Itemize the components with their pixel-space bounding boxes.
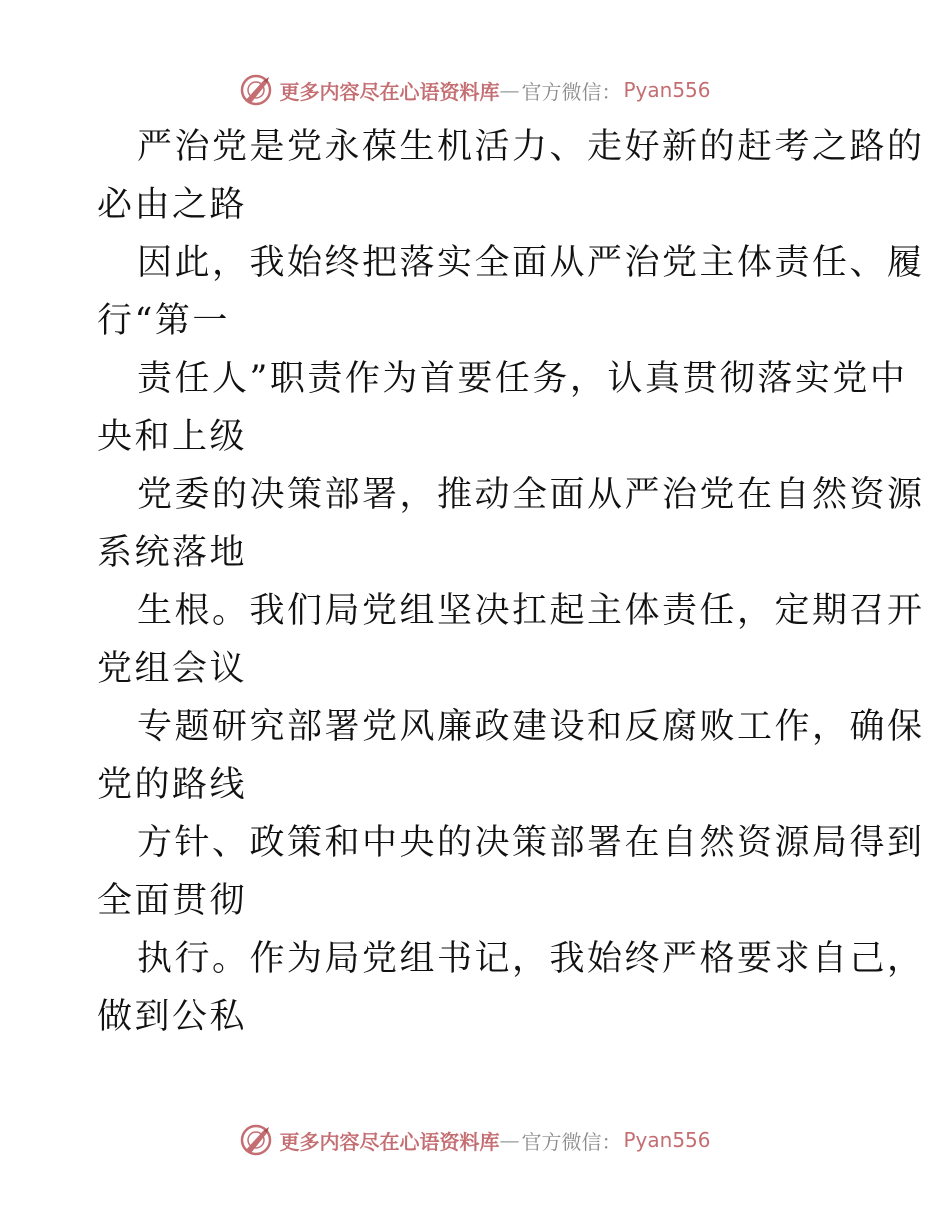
banner-separator: — <box>499 1128 520 1152</box>
text-line: 党组会议 <box>97 649 248 689</box>
text-line: 责任人”职责作为首要任务，认真贯彻落实党中 <box>137 359 908 399</box>
text-line: 全面贯彻 <box>97 881 248 921</box>
banner-wechat-id: Pyan556 <box>623 1128 711 1152</box>
text-line: 严治党是党永葆生机活力、走好新的赶考之路的 <box>137 127 925 167</box>
text-line: 党的路线 <box>97 765 248 805</box>
banner-wechat-id: Pyan556 <box>623 78 711 102</box>
banner-separator: — <box>499 78 520 102</box>
text-line: 必由之路 <box>97 185 248 225</box>
text-line: 系统落地 <box>97 533 248 573</box>
banner-main-text: 更多内容尽在心语资料库 <box>279 1129 500 1154</box>
text-line: 做到公私 <box>97 997 248 1037</box>
text-line: 专题研究部署党风廉政建设和反腐败工作，确保 <box>137 707 925 747</box>
pen-logo-icon <box>239 1123 273 1157</box>
document-body <box>97 118 925 1046</box>
text-line: 党委的决策部署，推动全面从严治党在自然资源 <box>137 475 925 515</box>
banner-main-text: 更多内容尽在心语资料库 <box>279 79 500 104</box>
text-line: 方针、政策和中央的决策部署在自然资源局得到 <box>137 823 925 863</box>
banner-wechat-label: 官方微信： <box>521 1129 622 1154</box>
text-line: 生根。我们局党组坚决扛起主体责任，定期召开 <box>137 591 925 631</box>
text-line: 行“第一 <box>97 301 230 341</box>
pen-logo-icon <box>239 73 273 107</box>
header-watermark-banner <box>0 70 950 110</box>
text-line: 因此，我始终把落实全面从严治党主体责任、履 <box>137 243 925 283</box>
text-line: 央和上级 <box>97 417 248 457</box>
banner-wechat-label: 官方微信： <box>521 79 622 104</box>
text-line: 执行。作为局党组书记，我始终严格要求自己， <box>137 939 925 979</box>
footer-watermark-banner <box>0 1120 950 1160</box>
